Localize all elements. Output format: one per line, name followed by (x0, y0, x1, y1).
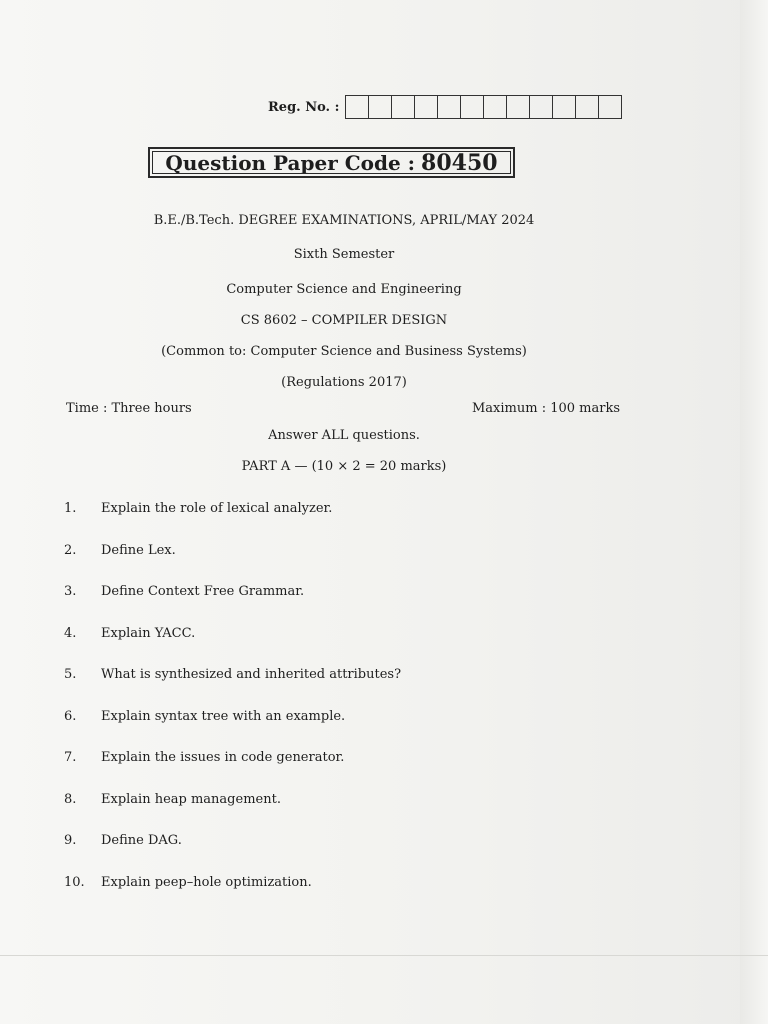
page-edge-shadow (740, 0, 768, 1024)
question-text: Explain heap management. (101, 792, 281, 807)
question-paper-code-number: 80450 (421, 149, 498, 176)
question-item (64, 584, 604, 599)
reg-no-box (369, 96, 392, 118)
question-paper-code-label: Question Paper Code : (165, 150, 416, 175)
question-item (64, 750, 604, 765)
question-number: 3. (64, 584, 77, 599)
reg-no-box (415, 96, 438, 118)
question-text: Define Lex. (101, 543, 176, 558)
question-number: 4. (64, 626, 77, 641)
question-item (64, 709, 604, 724)
question-number: 2. (64, 543, 77, 558)
reg-no-box (392, 96, 415, 118)
question-text: Explain the issues in code generator. (101, 750, 345, 765)
question-number: 9. (64, 833, 77, 848)
part-heading: PART A — (10 × 2 = 20 marks) (241, 459, 447, 474)
question-number: 5. (64, 667, 77, 682)
maximum-marks: Maximum : 100 marks (471, 401, 620, 416)
question-item (64, 833, 604, 848)
reg-no-boxes (345, 95, 622, 119)
time-marks-row (66, 401, 620, 416)
question-item (64, 875, 604, 890)
page-fold-line (0, 955, 768, 956)
question-number: 7. (64, 750, 77, 765)
reg-no-box (461, 96, 484, 118)
exam-title: B.E./B.Tech. DEGREE EXAMINATIONS, APRIL/MAY 2024 (153, 213, 535, 228)
question-text: Define DAG. (101, 833, 182, 848)
course-title: CS 8602 – COMPILER DESIGN (240, 313, 448, 328)
question-text: Explain peep–hole optimization. (101, 875, 312, 890)
question-number: 8. (64, 792, 77, 807)
reg-no-box (507, 96, 530, 118)
question-paper-code-box (148, 147, 515, 178)
question-number: 1. (64, 501, 77, 516)
reg-no-label: Reg. No. : (268, 99, 340, 115)
regulations: (Regulations 2017) (281, 375, 407, 390)
reg-no-box (530, 96, 553, 118)
question-text: Explain syntax tree with an example. (101, 709, 346, 724)
reg-no-box (484, 96, 507, 118)
question-item (64, 543, 604, 558)
time-allowed: Time : Three hours (66, 401, 192, 416)
question-text: Explain YACC. (101, 626, 196, 641)
question-number: 6. (64, 709, 77, 724)
question-text: What is synthesized and inherited attributes? (101, 667, 402, 682)
common-to: (Common to: Computer Science and Business Systems) (161, 344, 527, 359)
question-item (64, 501, 604, 516)
question-item (64, 626, 604, 641)
reg-no-box (599, 96, 621, 118)
question-text: Explain the role of lexical analyzer. (101, 501, 333, 516)
instruction: Answer ALL questions. (268, 428, 420, 443)
semester: Sixth Semester (293, 247, 395, 262)
department: Computer Science and Engineering (226, 282, 462, 297)
reg-no-field (268, 95, 622, 119)
reg-no-box (346, 96, 369, 118)
question-number: 10. (64, 875, 85, 890)
question-item (64, 667, 604, 682)
question-text: Define Context Free Grammar. (101, 584, 305, 599)
reg-no-box (576, 96, 599, 118)
question-item (64, 792, 604, 807)
reg-no-box (438, 96, 461, 118)
reg-no-box (553, 96, 576, 118)
